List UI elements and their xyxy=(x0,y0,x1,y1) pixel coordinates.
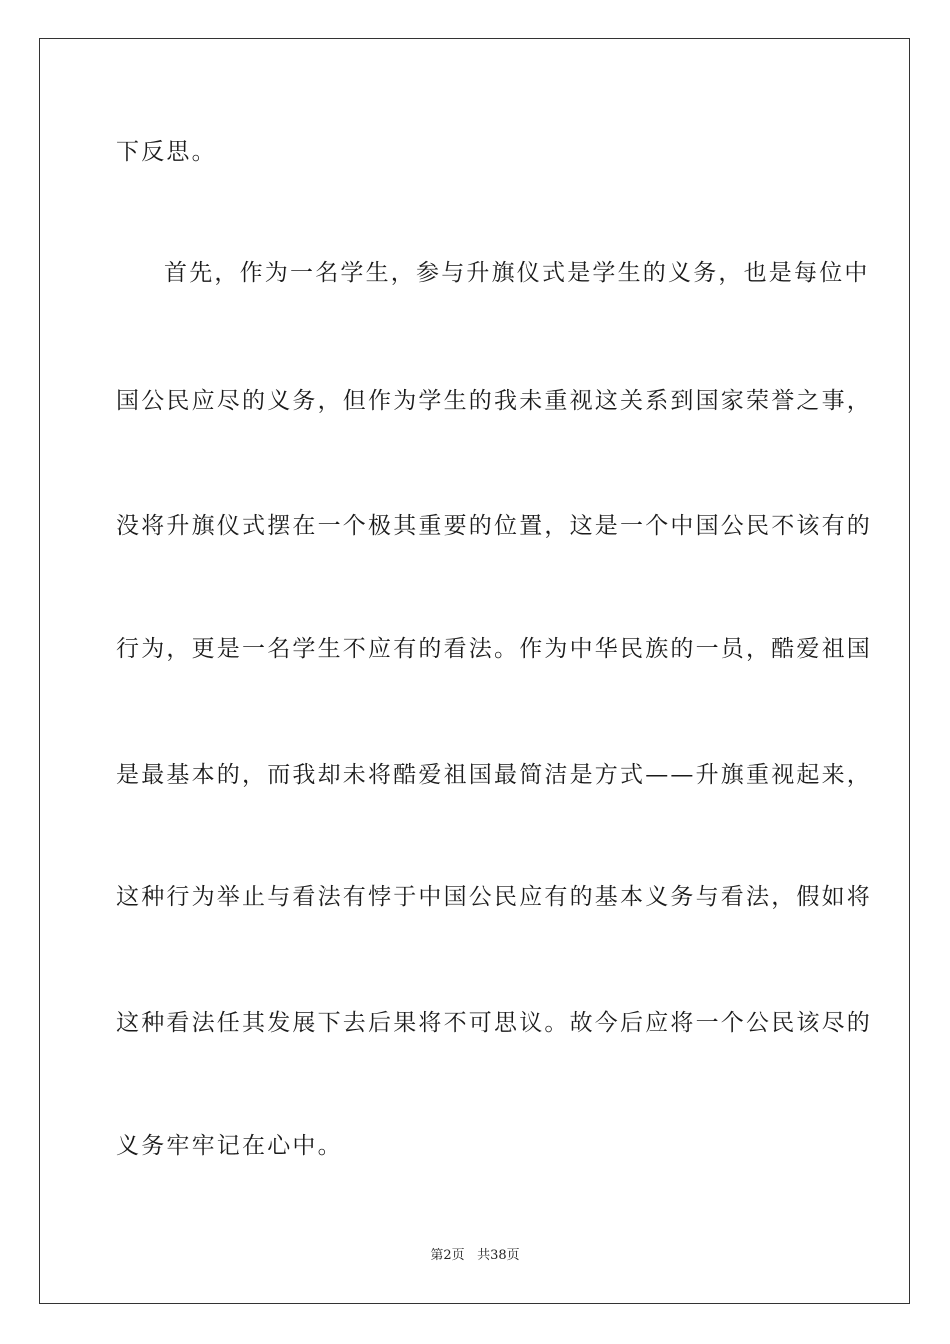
text-line-2: 首先，作为一名学生，参与升旗仪式是学生的义务，也是每位中 xyxy=(164,260,870,286)
text-line-4: 没将升旗仪式摆在一个极其重要的位置，这是一个中国公民不该有的 xyxy=(116,513,872,539)
text-line-1: 下反思。 xyxy=(116,139,217,165)
page-total: 共38页 xyxy=(477,1248,520,1263)
text-line-3: 国公民应尽的义务，但作为学生的我未重视这关系到国家荣誉之事， xyxy=(116,388,872,414)
text-line-8: 这种看法任其发展下去后果将不可思议。故今后应将一个公民该尽的 xyxy=(116,1010,872,1036)
page-number: 第2页 xyxy=(430,1248,465,1263)
text-line-6: 是最基本的，而我却未将酷爱祖国最简洁是方式——升旗重视起来， xyxy=(116,762,872,788)
text-line-7: 这种行为举止与看法有悖于中国公民应有的基本义务与看法，假如将 xyxy=(116,884,872,910)
text-line-9: 义务牢牢记在心中。 xyxy=(116,1133,343,1159)
page-footer xyxy=(0,1247,950,1265)
page-border xyxy=(39,38,910,1304)
text-line-5: 行为，更是一名学生不应有的看法。作为中华民族的一员，酷爱祖国 xyxy=(116,636,872,662)
